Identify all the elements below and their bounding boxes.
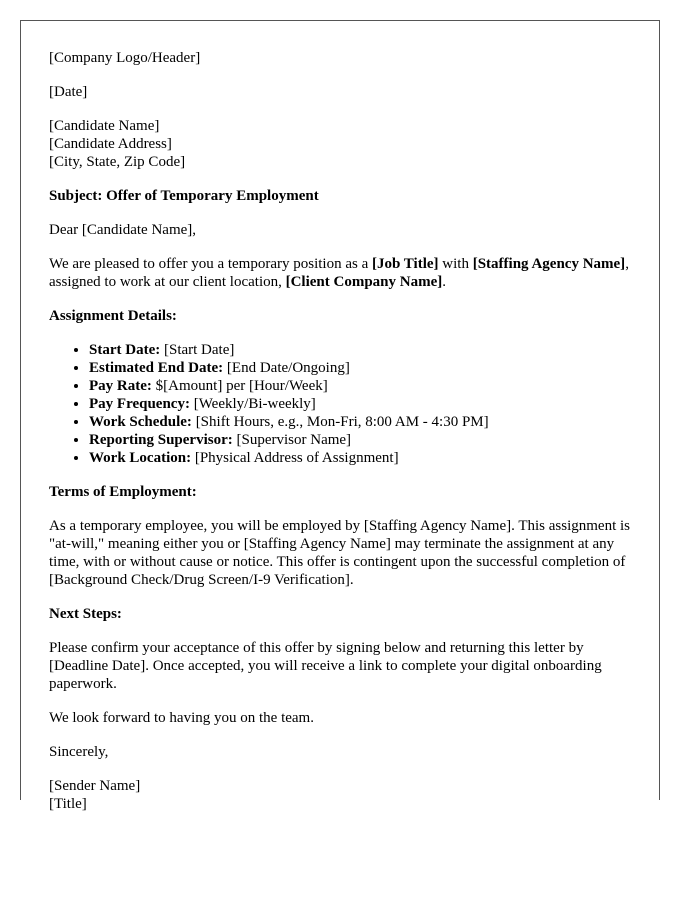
subject-text: Subject: Offer of Temporary Employment — [49, 188, 319, 204]
terms-heading-text: Terms of Employment: — [49, 484, 197, 500]
detail-value: [End Date/Ongoing] — [223, 360, 350, 376]
list-item — [89, 449, 639, 467]
detail-value: [Physical Address of Assignment] — [191, 450, 399, 466]
list-item — [89, 359, 639, 377]
detail-label: Work Location: — [89, 450, 192, 466]
list-item — [89, 413, 639, 431]
intro-text-1: We are pleased to offer you a temporary position as a — [49, 256, 372, 272]
salutation: Dear [Candidate Name], — [49, 222, 197, 238]
detail-label: Start Date: — [89, 342, 161, 358]
intro-agency: [Staffing Agency Name] — [472, 256, 626, 272]
list-item — [89, 341, 639, 359]
next-steps-paragraph: Please confirm your acceptance of this offer by signing below and returning this letter by [Deadline Date]. Once accepted, you will receive a link to complete your digital onboarding paperwork. — [49, 640, 602, 692]
intro-client: [Client Company Name] — [285, 274, 443, 290]
recipient-block — [49, 117, 639, 171]
intro-text-4: . — [442, 274, 447, 290]
detail-label: Pay Rate: — [89, 378, 152, 394]
detail-value: [Start Date] — [160, 342, 235, 358]
detail-value: [Shift Hours, e.g., Mon-Fri, 8:00 AM - 4:30 PM] — [191, 414, 489, 430]
intro-job-title: [Job Title] — [371, 256, 439, 272]
assignment-heading — [49, 307, 639, 325]
signature-block — [49, 777, 639, 813]
list-item — [89, 431, 639, 449]
closing-line: We look forward to having you on the team. — [49, 710, 314, 726]
assignment-details-list — [49, 341, 639, 467]
letter-page — [20, 20, 660, 812]
detail-value: $[Amount] per [Hour/Week] — [151, 378, 328, 394]
detail-label: Reporting Supervisor: — [89, 432, 233, 448]
signoff: Sincerely, — [49, 744, 109, 760]
list-item — [89, 377, 639, 395]
detail-label: Work Schedule: — [89, 414, 192, 430]
next-steps-heading — [49, 605, 639, 623]
letter-date: [Date] — [49, 84, 88, 100]
subject-line — [49, 187, 639, 205]
recipient-name: [Candidate Name] — [49, 118, 160, 134]
company-header: [Company Logo/Header] — [49, 50, 201, 66]
terms-paragraph: As a temporary employee, you will be employed by [Staffing Agency Name]. This assignment is "at-will," meaning either you or [Staffing Agency Name] may terminate the assignment at any time, with or without cause or notice. This offer is contingent upon the successful completion of [Background Check/Drug Screen/I-9 Verification]. — [49, 518, 630, 588]
list-item — [89, 395, 639, 413]
detail-label: Estimated End Date: — [89, 360, 224, 376]
assignment-heading-text: Assignment Details: — [49, 308, 177, 324]
intro-text-2: with — [438, 256, 473, 272]
detail-value: [Weekly/Bi-weekly] — [189, 396, 316, 412]
sender-title: [Title] — [49, 796, 87, 812]
detail-label: Pay Frequency: — [89, 396, 190, 412]
letter-body — [21, 21, 659, 813]
terms-heading — [49, 483, 639, 501]
next-steps-heading-text: Next Steps: — [49, 606, 122, 622]
recipient-city: [City, State, Zip Code] — [49, 154, 186, 170]
intro-paragraph — [49, 255, 639, 291]
sender-name: [Sender Name] — [49, 778, 141, 794]
recipient-address: [Candidate Address] — [49, 136, 172, 152]
detail-value: [Supervisor Name] — [232, 432, 352, 448]
intro-text-3: , assigned to work at our client location, — [49, 256, 629, 290]
